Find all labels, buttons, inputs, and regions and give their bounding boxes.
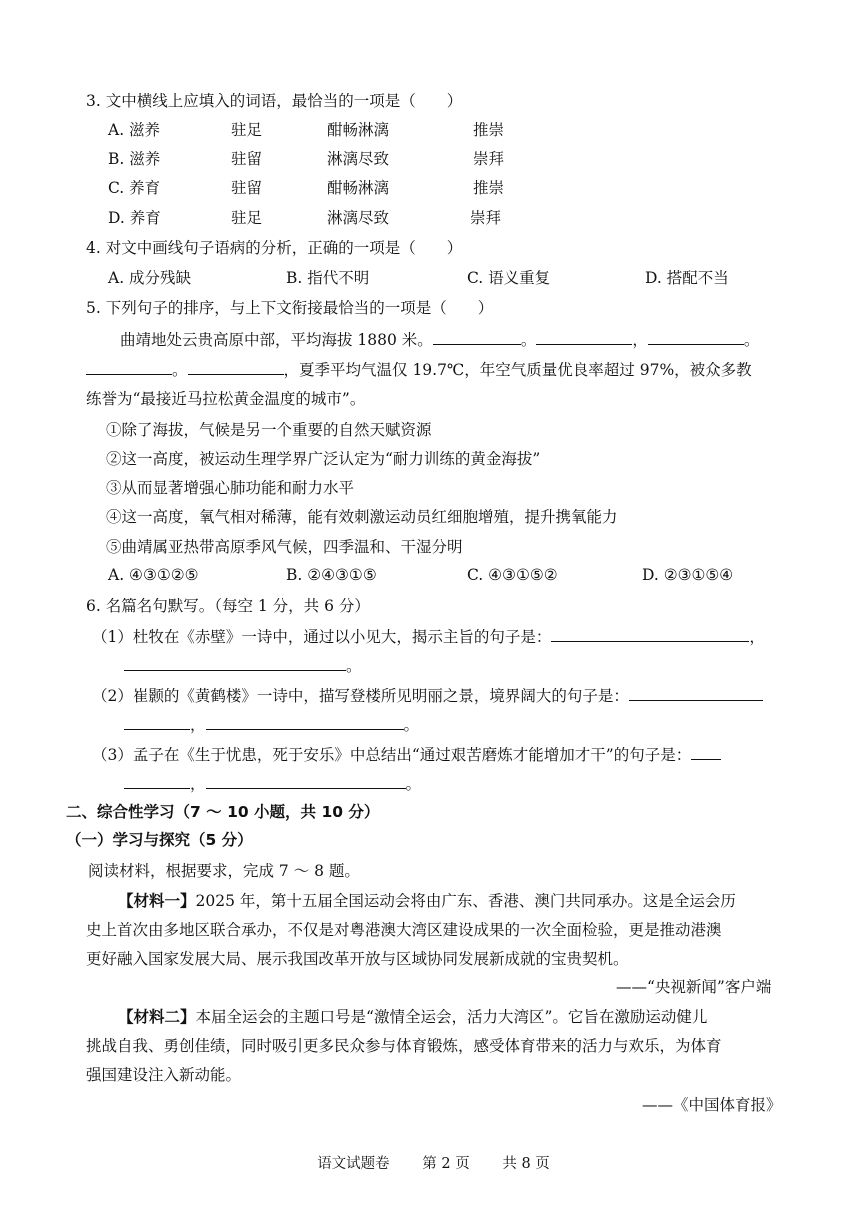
material-1-line2: 史上首次由多地区联合承办，不仅是对粤港澳大湾区建设成果的一次全面检验，更是推动港澳 xyxy=(86,921,722,939)
q4-option-a[interactable]: A. 成分残缺 xyxy=(108,269,192,287)
material-2-line2: 挑战自我、勇创佳绩，同时吸引更多民众参与体育锻炼，感受体育带来的活力与欢乐，为体育 xyxy=(86,1037,722,1055)
q4-option-c[interactable]: C. 语义重复 xyxy=(467,269,551,287)
q4-option-b[interactable]: B. 指代不明 xyxy=(286,269,370,287)
q6-blank-2a[interactable] xyxy=(629,684,763,701)
q5-option-d[interactable]: D. ②③①⑤④ xyxy=(642,566,734,584)
footer-total-pages: 共 8 页 xyxy=(502,1156,550,1172)
q5-blank-3[interactable] xyxy=(648,328,744,345)
footer-paper-name: 语文试题卷 xyxy=(317,1156,390,1172)
material-1-source: ——“央视新闻”客户端 xyxy=(616,978,772,996)
q5-item-4: ④这一高度，氧气相对稀薄，能有效刺激运动员红细胞增殖，提升携氧能力 xyxy=(106,508,618,526)
q6-blank-3a[interactable] xyxy=(691,743,721,760)
q3-stem: 3. 文中横线上应填入的词语，最恰当的一项是（ ） xyxy=(86,92,463,110)
q5-stem: 5. 下列句子的排序，与上下文衔接最恰当的一项是（ ） xyxy=(86,299,494,317)
q6-blank-1a[interactable] xyxy=(551,625,749,642)
section-2-title: 二、综合性学习（7 ～ 10 小题，共 10 分） xyxy=(66,803,380,821)
q6-blank-2b[interactable] xyxy=(124,713,190,730)
exam-page: 3. 文中横线上应填入的词语，最恰当的一项是（ ） A. 滋养 驻足 酣畅淋漓 推崇 B. 滋养 驻留 淋漓尽致 崇拜 C. 养育 驻留 酣畅淋漓 推崇 D. 养育 驻足 淋漓尽致 崇拜 4. 对文中画线句子语病的分析，正确的一项是（ ） A. 成分残缺 B. 指代不明 C. 语义重复 D. 搭配不当 5. 下列句子的排序，与上下文衔接最恰当的一项是（ ） 曲靖地处云贵高原中部，平均海拔 1880 米。 。 ， 。 。 ，夏季平均气温仅 19.7℃，年空气质量优良率超过 97%，被众多教 练誉为“最接近马拉松黄金温度的城市”。 ①除了海拔，气候是另一个重要的自然天赋资源 ②这一高度，被运动生理学界广泛认定为“耐力训练的黄金海拔” ③从而显著增强心肺功能和耐力水平 ④这一高度，氧气相对稀薄，能有效刺激运动员红细胞增殖，提升携氧能力 ⑤曲靖属亚热带高原季风气候，四季温和、干湿分明 A. ④③①②⑤ B. ②④③①⑤ C. ④③①⑤② D. ②③①⑤④ 6. 名篇名句默写。（每空 1 分，共 6 分） （1）杜牧在《赤壁》一诗中，通过以小见大，揭示主旨的句子是： ， 。 （2）崔颢的《黄鹤楼》一诗中，描写登楼所见明丽之景，境界阔大的句子是： ， 。 （3）孟子在《生于忧患，死于安乐》中总结出“通过艰苦磨炼才能增加才干”的句子是： ， 。 二、综合性学习（7 ～ 10 小题，共 10 分） （一）学习与探究（5 分） 阅读材料，根据要求，完成 7 ～ 8 题。 【材料一】2025 年，第十五届全国运动会将由广东、香港、澳门共同承办。这是全运会历 史上首次由多地区联合承办，不仅是对粤港澳大湾区建设成果的一次全面检验，更是推动港澳 更好融入国家发展大局、展示我国改革开放与区域协同发展新成就的宝贵契机。 ——“央视新闻”客户端 【材料二】本届全运会的主题口号是“激情全运会，活力大湾区”。它旨在激励运动健儿 挑战自我、勇创佳绩，同时吸引更多民众参与体育锻炼，感受体育带来的活力与欢乐，为体育 强国建设注入新动能。 ——《中国体育报》 语文试题卷 第 2 页 共 8 页 xyxy=(0,0,867,1226)
q6-blank-2c[interactable] xyxy=(206,713,404,730)
material-2-tag: 【材料二】 xyxy=(118,1008,196,1026)
q5-passage-line3: 练誉为“最接近马拉松黄金温度的城市”。 xyxy=(86,390,366,408)
q5-option-c[interactable]: C. ④③①⑤② xyxy=(467,566,558,584)
q4-option-d[interactable]: D. 搭配不当 xyxy=(645,269,729,287)
q6-part-3-cont: ， 。 xyxy=(124,772,421,795)
q6-part-1-cont: 。 xyxy=(124,654,362,677)
material-2-line1: 【材料二】本届全运会的主题口号是“激情全运会，活力大湾区”。它旨在激励运动健儿 xyxy=(118,1008,708,1026)
q5-option-a[interactable]: A. ④③①②⑤ xyxy=(108,566,199,584)
q5-blank-2[interactable] xyxy=(536,328,632,345)
page-footer xyxy=(0,1152,867,1173)
q6-blank-3b[interactable] xyxy=(124,772,190,789)
q6-blank-1b[interactable] xyxy=(124,654,346,671)
q5-item-5: ⑤曲靖属亚热带高原季风气候，四季温和、干湿分明 xyxy=(106,538,463,556)
q5-item-2: ②这一高度，被运动生理学界广泛认定为“耐力训练的黄金海拔” xyxy=(106,450,541,468)
q5-item-3: ③从而显著增强心肺功能和耐力水平 xyxy=(106,479,355,497)
q6-part-2-cont: ， 。 xyxy=(124,713,419,736)
material-1-line3: 更好融入国家发展大局、展示我国改革开放与区域协同发展新成就的宝贵契机。 xyxy=(86,950,629,968)
material-2-source: ——《中国体育报》 xyxy=(642,1096,782,1114)
material-1-tag: 【材料一】 xyxy=(118,892,196,910)
q6-part-2: （2）崔颢的《黄鹤楼》一诗中，描写登楼所见明丽之景，境界阔大的句子是： xyxy=(92,684,763,707)
material-1-line1: 【材料一】2025 年，第十五届全国运动会将由广东、香港、澳门共同承办。这是全运会历 xyxy=(118,892,736,910)
section-2-subtitle: （一）学习与探究（5 分） xyxy=(66,831,253,849)
q5-blank-4[interactable] xyxy=(86,358,172,375)
footer-page-number: 第 2 页 xyxy=(422,1156,470,1172)
q5-blank-1[interactable] xyxy=(433,328,521,345)
material-2-line3: 强国建设注入新动能。 xyxy=(86,1066,242,1084)
q6-part-3: （3）孟子在《生于忧患，死于安乐》中总结出“通过艰苦磨炼才能增加才干”的句子是： xyxy=(92,743,721,766)
q5-option-b[interactable]: B. ②④③①⑤ xyxy=(286,566,377,584)
q5-passage-line2: 。 ，夏季平均气温仅 19.7℃，年空气质量优良率超过 97%，被众多教 xyxy=(86,358,752,381)
q5-item-1: ①除了海拔，气候是另一个重要的自然天赋资源 xyxy=(106,421,432,439)
q6-blank-3c[interactable] xyxy=(206,772,406,789)
q4-stem: 4. 对文中画线句子语病的分析，正确的一项是（ ） xyxy=(86,239,463,257)
q5-blank-5[interactable] xyxy=(188,358,284,375)
q5-passage-line1: 曲靖地处云贵高原中部，平均海拔 1880 米。 。 ， 。 xyxy=(120,328,759,351)
section-2-intro: 阅读材料，根据要求，完成 7 ～ 8 题。 xyxy=(88,862,360,880)
q6-part-1: （1）杜牧在《赤壁》一诗中，通过以小见大，揭示主旨的句子是： ， xyxy=(92,625,765,648)
q6-stem: 6. 名篇名句默写。（每空 1 分，共 6 分） xyxy=(86,597,370,615)
